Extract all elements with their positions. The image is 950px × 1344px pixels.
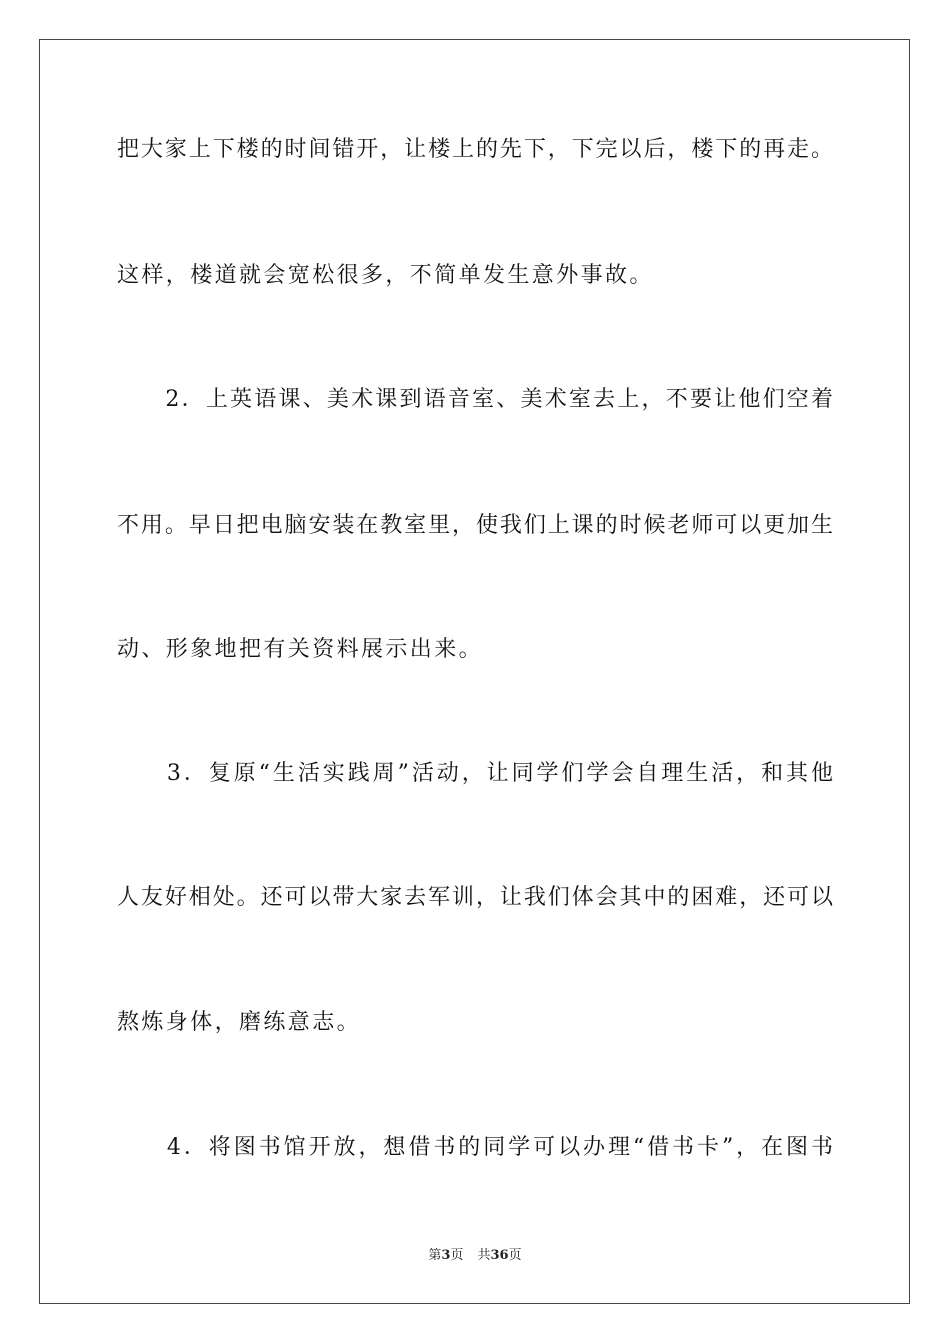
page-number-prefix: 第 <box>428 1248 442 1263</box>
text-line: 2．上英语课、美术课到语音室、美术室去上，不要让他们空着 <box>117 387 833 412</box>
page-total-suffix: 页 <box>508 1248 522 1263</box>
text-line: 把大家上下楼的时间错开，让楼上的先下，下完以后，楼下的再走。 <box>117 137 833 162</box>
text-line: 这样，楼道就会宽松很多，不简单发生意外事故。 <box>117 263 654 288</box>
page-number-current: 3 <box>441 1248 451 1263</box>
text-line: 3．复原“生活实践周”活动，让同学们学会自理生活，和其他 <box>117 761 833 786</box>
text-line: 4．将图书馆开放，想借书的同学可以办理“借书卡”，在图书 <box>117 1135 833 1160</box>
text-line: 动、形象地把有关资料展示出来。 <box>117 637 484 662</box>
page-footer <box>0 1247 950 1265</box>
text-line: 熬炼身体，磨练意志。 <box>117 1010 362 1035</box>
text-line: 不用。早日把电脑安装在教室里，使我们上课的时候老师可以更加生 <box>117 513 833 538</box>
page-total: 36 <box>490 1248 509 1263</box>
page-total-prefix: 共 <box>477 1248 491 1263</box>
page-number-suffix: 页 <box>450 1248 464 1263</box>
page-border <box>39 39 910 1304</box>
text-line: 人友好相处。还可以带大家去军训，让我们体会其中的困难，还可以 <box>117 885 833 910</box>
